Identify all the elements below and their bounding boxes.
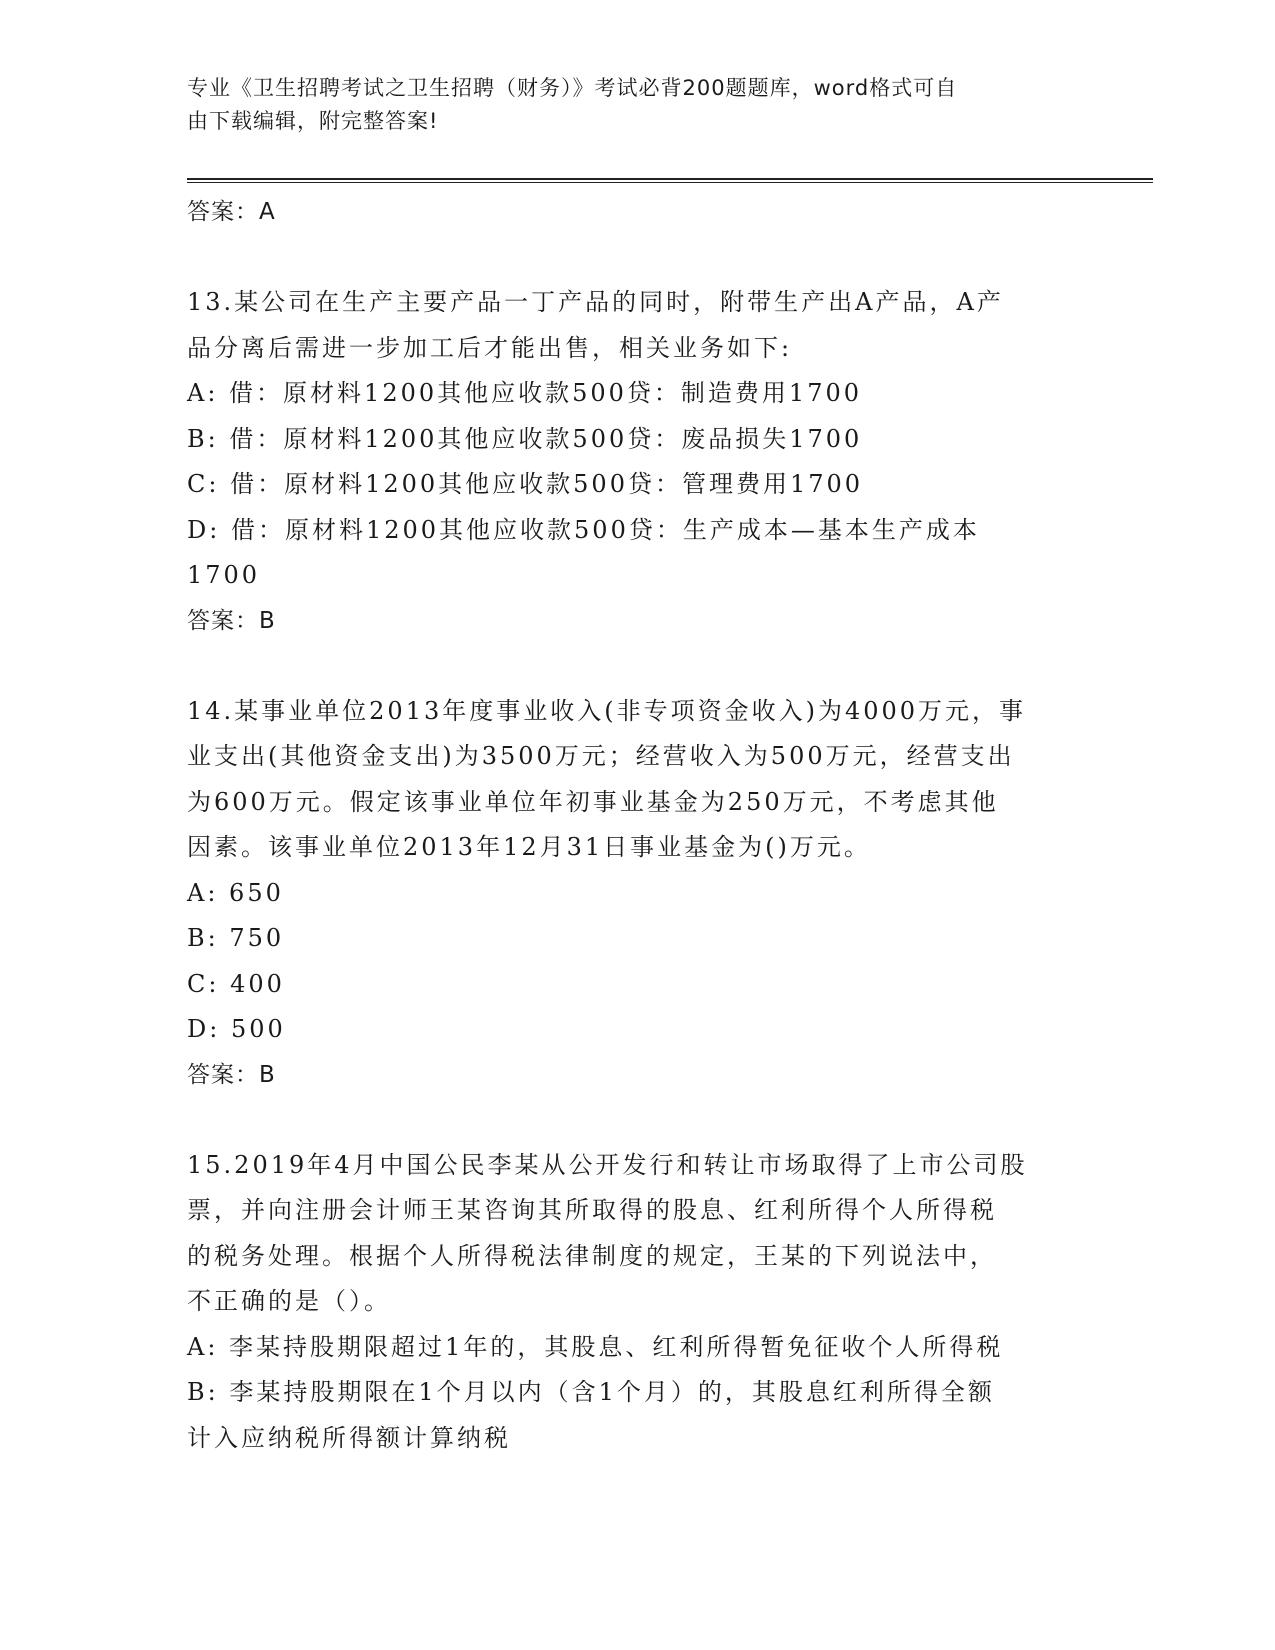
- option-c: C: 400: [187, 969, 285, 998]
- question-text-line: 13.某公司在生产主要产品一丁产品的同时，附带生产出A产品，A产: [187, 288, 1004, 316]
- option-b: B: 750: [187, 924, 285, 952]
- page-header: [187, 72, 1087, 138]
- question-text-line: 票，并向注册会计师王某咨询其所取得的股息、红利所得个人所得税: [187, 1196, 997, 1224]
- option-a: A: 李某持股期限超过1年的，其股息、红利所得暂免征收个人所得税: [187, 1332, 1004, 1361]
- question-text-line: 的税务处理。根据个人所得税法律制度的规定，王某的下列说法中，: [187, 1241, 997, 1270]
- option-b-continued: 计入应纳税所得额计算纳税: [187, 1423, 511, 1452]
- option-a: A: 借：原材料1200其他应收款500贷：制造费用1700: [187, 379, 863, 407]
- question-text-line: 14.某事业单位2013年度事业收入(非专项资金收入)为4000万元，事: [187, 696, 1027, 725]
- option-c: C: 借：原材料1200其他应收款500贷：管理费用1700: [187, 470, 864, 498]
- question-text-line: 为600万元。假定该事业单位年初事业基金为250万元，不考虑其他: [187, 787, 999, 816]
- question-text-line: 因素。该事业单位2013年12月31日事业基金为()万元。: [187, 833, 871, 861]
- header-line-1: 专业《卫生招聘考试之卫生招聘（财务）》考试必背200题题库，word格式可自: [187, 76, 958, 100]
- option-b: B: 李某持股期限在1个月以内（含1个月）的，其股息红利所得全额: [187, 1378, 995, 1406]
- option-d-continued: 1700: [187, 561, 261, 589]
- header-divider: [187, 178, 1153, 183]
- option-b: B: 借：原材料1200其他应收款500贷：废品损失1700: [187, 424, 863, 453]
- answer-label: 答案：B: [187, 607, 276, 634]
- question-14: [187, 689, 1087, 1098]
- question-text-line: 15.2019年4月中国公民李某从公开发行和转让市场取得了上市公司股: [187, 1150, 1028, 1179]
- option-d: D: 借：原材料1200其他应收款500贷：生产成本—基本生产成本: [187, 515, 980, 544]
- option-d: D: 500: [187, 1015, 286, 1043]
- document-body: [187, 188, 1087, 1461]
- question-text-line: 业支出(其他资金支出)为3500万元；经营收入为500万元，经营支出: [187, 742, 1015, 770]
- answer-label: 答案：B: [187, 1061, 276, 1088]
- question-text-line: 品分离后需进一步加工后才能出售，相关业务如下:: [187, 333, 793, 362]
- question-text-line: 不正确的是（）。: [187, 1287, 391, 1315]
- header-line-2: 由下载编辑，附完整答案!: [187, 109, 439, 133]
- question-13: [187, 280, 1087, 644]
- answer-label: 答案：A: [187, 199, 276, 225]
- option-a: A: 650: [187, 878, 284, 907]
- question-15: [187, 1143, 1087, 1462]
